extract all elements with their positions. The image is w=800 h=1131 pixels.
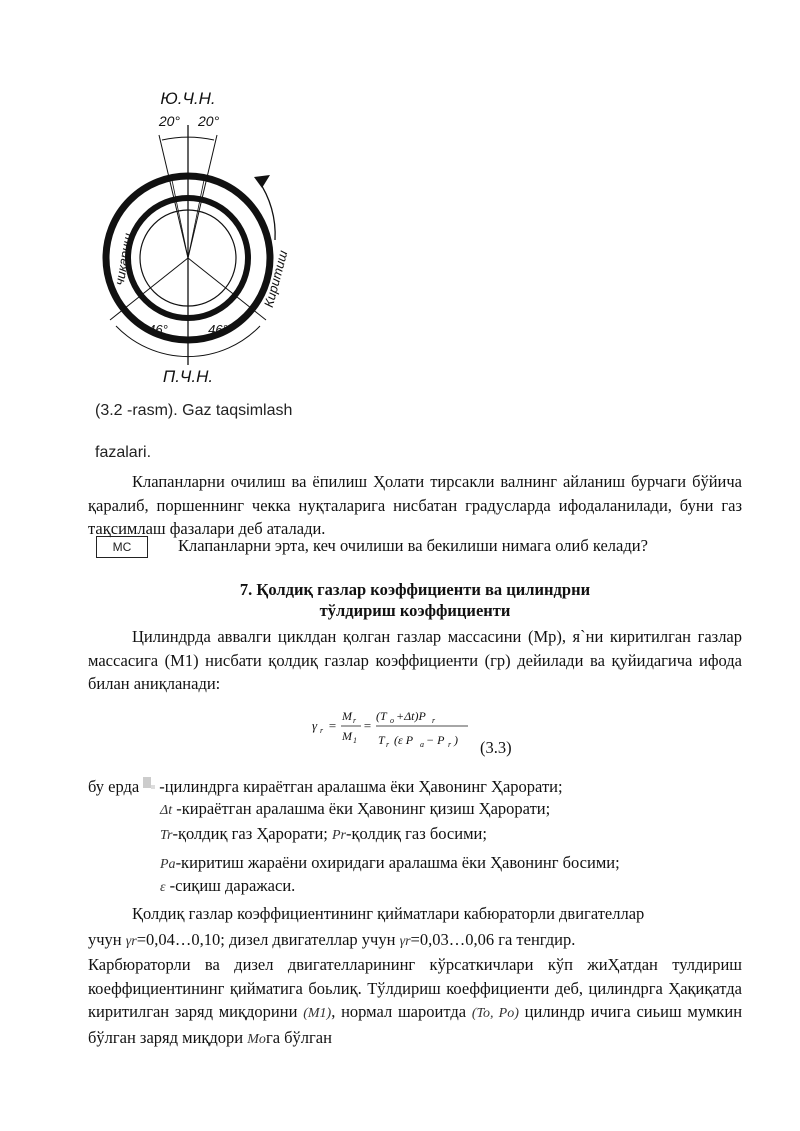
where-intro bbox=[88, 776, 563, 797]
residual-gas-formula bbox=[310, 700, 550, 760]
svg-text:(T: (T bbox=[376, 709, 387, 723]
svg-text:(ε P: (ε P bbox=[394, 733, 414, 747]
svg-text:γ: γ bbox=[312, 718, 318, 733]
filling-text: Карбюраторли ва дизел двигателларининг кўрсаткичлари кўп жиҲатдан тулдириш коеффициентининг қийматига боьлиқ. Тўлдириш коеффициенти деб, цилиндрга Ҳақиқатда киритилган заряд миқдорини bbox=[88, 955, 742, 1021]
formula-number: (3.3) bbox=[480, 738, 512, 757]
svg-text:): ) bbox=[454, 733, 458, 747]
where-tr-pr-line bbox=[160, 824, 487, 844]
dt-description: -кираётган аралашма ёки Ҳавонинг қизиш Ҳарорати; bbox=[176, 799, 551, 818]
svg-text:r: r bbox=[353, 716, 357, 725]
svg-text:=: = bbox=[363, 718, 372, 733]
eps-symbol: ε bbox=[160, 880, 166, 895]
top-dead-center-label: Ю.Ч.Н. bbox=[160, 89, 216, 108]
dt-symbol: Δt bbox=[160, 803, 173, 818]
tr-symbol: Tr bbox=[160, 828, 173, 843]
svg-text:r: r bbox=[432, 716, 436, 725]
exhaust-arc-label: чикариш bbox=[111, 232, 136, 287]
carb-range-text: =0,04…0,10; дизел двигателлар учун bbox=[136, 930, 396, 949]
svg-text:r: r bbox=[320, 726, 324, 735]
t0-symbol-icon bbox=[139, 776, 157, 792]
bottom-dead-center-label: П.Ч.Н. bbox=[162, 367, 214, 386]
where-pa-line bbox=[160, 853, 620, 873]
gamma-r-symbol-2: γr bbox=[399, 934, 411, 949]
paragraph-filling-coefficient bbox=[88, 953, 742, 1051]
svg-text:r: r bbox=[386, 740, 390, 749]
paragraph-valve-phases: Клапанларни очилиш ва ёпилиш Ҳолати тирсакли валнинг айланиш бурчаги бўйича қаралиб, поршеннинг чекка нуқталарига нисбатан градусларда ифодаланилади, буни газ тақсимлаш фазалари деб аталади. bbox=[88, 472, 742, 538]
figure-caption-line1: (3.2 -rasm). Gaz taqsimlash bbox=[95, 402, 293, 419]
where-intro-text: бу ерда bbox=[88, 777, 140, 796]
cylinder-charge-text: цилиндр ичига сиьиш мумкин бўлган заряд миқдори bbox=[88, 1002, 743, 1047]
svg-text:M: M bbox=[342, 729, 352, 743]
eps-description: -сиқиш даражаси. bbox=[169, 876, 296, 895]
tr-description: -қолдиқ газ Ҳарорати; bbox=[172, 824, 328, 843]
mc-label-box: МС bbox=[96, 536, 148, 558]
intake-arc-label: Киритиш bbox=[260, 248, 291, 309]
svg-text:− P: − P bbox=[426, 733, 445, 747]
for-word: учун bbox=[88, 930, 122, 949]
mo-symbol: Mo bbox=[247, 1031, 266, 1047]
pa-description: -киритиш жараёни охиридаги аралашма ёки Ҳавонинг босими; bbox=[175, 853, 620, 872]
svg-text:o: o bbox=[390, 716, 394, 725]
pr-symbol: Pr bbox=[331, 828, 346, 843]
diesel-range-text: =0,03…0,06 га тенгдир. bbox=[410, 930, 576, 949]
angle-bottom-left-label: 46° bbox=[148, 322, 168, 337]
angle-top-right-label: 20° bbox=[198, 113, 220, 129]
svg-text:+Δt)P: +Δt)P bbox=[396, 709, 426, 723]
figure-caption-line2: fazalari. bbox=[95, 444, 152, 461]
angle-bottom-right-label: 46° bbox=[208, 322, 228, 337]
pr-description: -қолдиқ газ босими; bbox=[345, 824, 487, 843]
ratio-text: га бўлган bbox=[265, 1027, 332, 1047]
angle-top-left-label: 20° bbox=[158, 113, 180, 129]
where-eps-line bbox=[160, 876, 295, 896]
question-text: Клапанларни эрта, кеч очилиши ва бекилиши нимага олиб келади? bbox=[178, 536, 648, 555]
where-dt-line bbox=[160, 799, 550, 819]
svg-text:a: a bbox=[420, 740, 424, 749]
m1-symbol: (M1) bbox=[303, 1006, 332, 1021]
gamma-r-symbol-1: γr bbox=[125, 934, 137, 949]
svg-text:r: r bbox=[448, 740, 452, 749]
paragraph-coefficients-line1: Қолдиқ газлар коэффициентининг қийматлари кабюраторли двигателлар bbox=[132, 904, 645, 923]
pa-symbol: Pa bbox=[160, 857, 176, 872]
paragraph-residual-gas: Цилиндрда аввалги циклдан қолган газлар массасини (Мр), я`ни киритилган газлар массасига (М1) нисбати қолдиқ газлар коэффициенти (гр) дейилади ва қуйидагича ифода билан аниқланади: bbox=[88, 627, 742, 693]
paragraph-coefficients-line2 bbox=[88, 930, 742, 950]
normal-conditions-text: , нормал шароитда bbox=[331, 1002, 467, 1021]
t0-symbol-placeholder bbox=[139, 776, 159, 797]
gas-distribution-phase-diagram bbox=[80, 80, 310, 390]
svg-text:1: 1 bbox=[353, 736, 357, 745]
t0-description: -цилиндрга кираётган аралашма ёки Ҳавонинг Ҳарорати; bbox=[159, 777, 563, 796]
to-po-symbol: (To, Po) bbox=[471, 1006, 519, 1021]
svg-text:M: M bbox=[342, 709, 352, 723]
section-heading-line2: тўлдириш коэффициенти bbox=[319, 601, 511, 620]
section-heading-line1: 7. Қолдиқ газлар коэффициенти ва цилиндрни bbox=[239, 580, 591, 599]
svg-text:T: T bbox=[378, 733, 385, 747]
svg-text:=: = bbox=[328, 718, 337, 733]
